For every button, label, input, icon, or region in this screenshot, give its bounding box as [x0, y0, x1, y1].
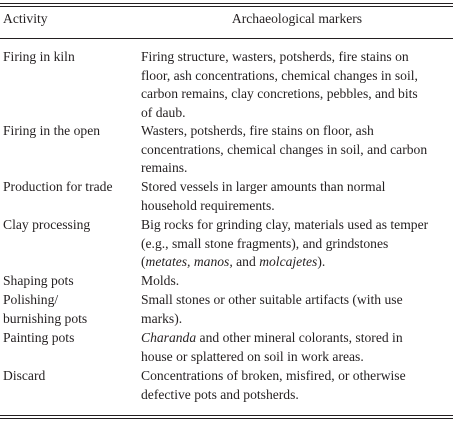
bottom-rule-1 [0, 415, 453, 416]
markers-cell: Wasters, potsherds, fire stains on floor, ash concentrations, chemical changes in soil, and carbon remains. [141, 123, 428, 175]
markers-cell: Concentrations of broken, misfired, or otherwise defective pots and potsherds. [141, 368, 406, 402]
header-rule [0, 38, 453, 39]
activity-cell: Discard [3, 368, 46, 383]
top-rule-2 [0, 6, 453, 7]
markers-cell: Small stones or other suitable artifacts (with use marks). [141, 292, 403, 326]
activity-cell: Clay processing [3, 217, 91, 232]
activity-cell: Firing in kiln [3, 49, 75, 64]
activity-cell: Shaping pots [3, 273, 74, 288]
bottom-rule-2 [0, 418, 453, 419]
markers-cell: Molds. [141, 273, 180, 288]
activity-cell: Polishing/ burnishing pots [3, 292, 88, 326]
markers-cell: Charanda and other mineral colorants, stored in house or splattered on soil in work areas. [141, 330, 403, 364]
markers-cell: Stored vessels in larger amounts than normal household requirements. [141, 179, 386, 213]
activity-cell: Firing in the open [3, 123, 101, 138]
header-activity: Activity [3, 11, 48, 26]
activity-cell: Production for trade [3, 179, 113, 194]
top-rule-1 [0, 3, 453, 4]
markers-cell: Big rocks for grinding clay, materials used as temper (e.g., small stone fragments), and grindstones (metates, manos, and molcajetes). [141, 217, 429, 269]
activity-cell: Painting pots [3, 330, 75, 345]
header-markers: Archaeological markers [231, 11, 363, 26]
markers-cell: Firing structure, wasters, potsherds, fire stains on floor, ash concentrations, chemical changes in soil, carbon remains, clay concretions, pebbles, and bits of daub. [141, 49, 418, 120]
